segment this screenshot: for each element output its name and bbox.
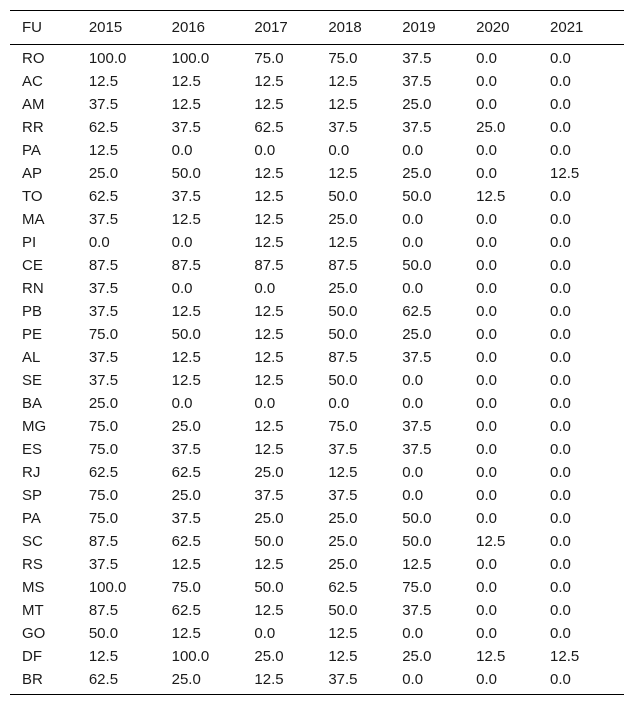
table-cell: 37.5 <box>402 119 432 136</box>
table-cell: 12.5 <box>88 73 119 90</box>
table-cell: 0.0 <box>171 395 193 412</box>
table-row <box>10 254 624 277</box>
table-cell: 87.5 <box>254 257 284 274</box>
table-cell: 0.0 <box>476 668 550 695</box>
table-cell: 37.5 <box>402 602 432 619</box>
table-cell: 12.5 <box>254 73 284 90</box>
table-cell: 12.5 <box>171 372 201 389</box>
table-cell: 0.0 <box>254 395 276 412</box>
table-cell: 0.0 <box>550 119 571 136</box>
table-row <box>10 461 624 484</box>
table-cell: 12.5 <box>88 648 119 665</box>
table-cell: 0.0 <box>550 211 571 228</box>
table-cell: 12.5 <box>402 556 432 573</box>
column-header-year: 2020 <box>476 11 550 45</box>
table-row <box>10 231 624 254</box>
table-cell: 0.0 <box>476 303 497 320</box>
table-cell: 0.0 <box>550 326 571 343</box>
table-cell: 75.0 <box>402 579 432 596</box>
table-cell: 12.5 <box>550 165 580 182</box>
table-cell: 0.0 <box>254 625 276 642</box>
table-cell: 37.5 <box>402 73 432 90</box>
table-cell: 37.5 <box>171 188 201 205</box>
row-label-fu: AL <box>22 349 41 366</box>
header-row <box>10 11 624 45</box>
table-cell: 50.0 <box>402 510 432 527</box>
table-header <box>10 11 624 45</box>
table-cell: 25.0 <box>171 487 201 504</box>
table-cell: 37.5 <box>402 441 432 458</box>
table-cell: 100.0 <box>171 50 210 67</box>
row-label-fu: PE <box>22 326 43 343</box>
table-cell: 12.5 <box>328 73 358 90</box>
table-cell: 25.0 <box>402 96 432 113</box>
table-row <box>10 576 624 599</box>
table-cell: 12.5 <box>171 73 201 90</box>
data-table-container <box>10 10 624 695</box>
row-label-fu: SE <box>22 372 43 389</box>
table-row <box>10 668 624 695</box>
table-cell: 12.5 <box>254 349 284 366</box>
table-cell: 25.0 <box>402 648 432 665</box>
table-cell: 75.0 <box>88 441 119 458</box>
table-cell: 37.5 <box>171 441 201 458</box>
table-cell: 37.5 <box>88 556 119 573</box>
table-cell: 0.0 <box>476 96 497 113</box>
table-cell: 0.0 <box>476 234 497 251</box>
table-cell: 12.5 <box>254 211 284 228</box>
table-cell: 25.0 <box>328 510 358 527</box>
table-cell: 0.0 <box>476 487 497 504</box>
row-label-fu: RO <box>22 50 45 67</box>
table-cell: 12.5 <box>254 556 284 573</box>
table-cell: 12.5 <box>328 234 358 251</box>
table-cell: 0.0 <box>402 280 424 297</box>
table-cell: 12.5 <box>476 648 506 665</box>
table-cell: 100.0 <box>88 50 127 67</box>
row-label-fu: RS <box>22 556 43 573</box>
table-row <box>10 300 624 323</box>
table-cell: 37.5 <box>328 441 358 458</box>
table-cell: 62.5 <box>171 602 201 619</box>
table-cell: 0.0 <box>476 165 497 182</box>
table-cell: 12.5 <box>328 464 358 481</box>
table-cell: 62.5 <box>328 579 358 596</box>
table-cell: 87.5 <box>88 602 119 619</box>
table-cell: 37.5 <box>88 211 119 228</box>
table-cell: 12.5 <box>550 648 580 665</box>
table-cell: 25.0 <box>328 533 358 550</box>
table-cell: 0.0 <box>476 602 497 619</box>
row-label-fu: TO <box>22 188 43 205</box>
table-cell: 62.5 <box>89 668 172 695</box>
table-cell: 0.0 <box>476 464 497 481</box>
table-cell: 100.0 <box>171 648 210 665</box>
table-cell: 0.0 <box>550 625 571 642</box>
table-cell: 0.0 <box>88 234 110 251</box>
table-cell: 12.5 <box>254 303 284 320</box>
table-cell: 12.5 <box>254 441 284 458</box>
table-cell: 25.0 <box>171 418 201 435</box>
table-cell: 87.5 <box>328 349 358 366</box>
table-row <box>10 622 624 645</box>
table-cell: 12.5 <box>88 142 119 159</box>
table-row <box>10 438 624 461</box>
table-cell: 0.0 <box>402 372 424 389</box>
table-cell: 0.0 <box>550 602 571 619</box>
table-cell: 0.0 <box>402 234 424 251</box>
table-row <box>10 392 624 415</box>
table-cell: 12.5 <box>254 165 284 182</box>
table-cell: 0.0 <box>550 372 571 389</box>
row-label-fu: RR <box>22 119 44 136</box>
table-cell: 0.0 <box>328 142 350 159</box>
table-cell: 37.5 <box>88 96 119 113</box>
table-cell: 0.0 <box>402 211 424 228</box>
table-row <box>10 599 624 622</box>
table-cell: 0.0 <box>402 668 476 695</box>
data-table <box>10 10 624 695</box>
table-cell: 0.0 <box>171 234 193 251</box>
table-cell: 62.5 <box>171 533 201 550</box>
table-cell: 75.0 <box>328 50 358 67</box>
row-label-fu: MA <box>22 211 45 228</box>
table-cell: 25.0 <box>172 668 255 695</box>
table-body <box>10 45 624 695</box>
table-cell: 50.0 <box>254 579 284 596</box>
table-cell: 0.0 <box>476 326 497 343</box>
row-label-fu: BA <box>22 395 43 412</box>
table-cell: 0.0 <box>328 395 350 412</box>
row-label-fu: BR <box>10 668 89 695</box>
table-cell: 0.0 <box>402 487 424 504</box>
row-label-fu: RN <box>22 280 44 297</box>
table-cell: 62.5 <box>171 464 201 481</box>
table-cell: 0.0 <box>550 188 571 205</box>
table-cell: 0.0 <box>550 579 571 596</box>
table-row <box>10 530 624 553</box>
table-cell: 25.0 <box>476 119 506 136</box>
table-cell: 12.5 <box>254 188 284 205</box>
table-row <box>10 484 624 507</box>
table-cell: 0.0 <box>476 257 497 274</box>
row-label-fu: CE <box>22 257 43 274</box>
row-label-fu: SC <box>22 533 43 550</box>
table-cell: 0.0 <box>476 349 497 366</box>
table-cell: 25.0 <box>88 165 119 182</box>
table-cell: 12.5 <box>171 556 201 573</box>
table-cell: 0.0 <box>171 142 193 159</box>
table-cell: 75.0 <box>88 510 119 527</box>
table-cell: 87.5 <box>88 533 119 550</box>
table-cell: 12.5 <box>328 165 358 182</box>
table-cell: 50.0 <box>171 165 201 182</box>
table-row <box>10 415 624 438</box>
table-row <box>10 70 624 93</box>
table-cell: 75.0 <box>88 326 119 343</box>
row-label-fu: SP <box>22 487 43 504</box>
table-cell: 12.5 <box>328 648 358 665</box>
table-cell: 25.0 <box>88 395 119 412</box>
table-cell: 62.5 <box>88 188 119 205</box>
row-label-fu: AM <box>22 96 45 113</box>
table-cell: 87.5 <box>328 257 358 274</box>
table-cell: 0.0 <box>476 50 497 67</box>
table-cell: 0.0 <box>550 73 571 90</box>
table-cell: 0.0 <box>476 395 497 412</box>
table-cell: 50.0 <box>402 533 432 550</box>
table-cell: 37.5 <box>171 510 201 527</box>
table-cell: 50.0 <box>328 303 358 320</box>
table-cell: 25.0 <box>254 464 284 481</box>
table-cell: 50.0 <box>88 625 119 642</box>
table-cell: 50.0 <box>328 326 358 343</box>
table-cell: 12.5 <box>328 625 358 642</box>
table-cell: 0.0 <box>550 280 571 297</box>
table-cell: 0.0 <box>550 303 571 320</box>
table-cell: 0.0 <box>476 418 497 435</box>
table-cell: 12.5 <box>171 349 201 366</box>
table-row <box>10 139 624 162</box>
table-cell: 0.0 <box>476 142 497 159</box>
table-cell: 0.0 <box>402 395 424 412</box>
table-row <box>10 507 624 530</box>
table-cell: 0.0 <box>550 142 571 159</box>
table-cell: 12.5 <box>254 602 284 619</box>
table-cell: 25.0 <box>254 648 284 665</box>
row-label-fu: MT <box>22 602 44 619</box>
table-cell: 37.5 <box>402 418 432 435</box>
table-row <box>10 346 624 369</box>
table-cell: 0.0 <box>254 142 276 159</box>
table-cell: 75.0 <box>254 50 284 67</box>
table-cell: 0.0 <box>550 257 571 274</box>
table-cell: 0.0 <box>402 142 424 159</box>
table-cell: 0.0 <box>476 556 497 573</box>
table-cell: 0.0 <box>550 96 571 113</box>
table-cell: 12.5 <box>171 96 201 113</box>
table-cell: 50.0 <box>171 326 201 343</box>
row-label-fu: RJ <box>22 464 41 481</box>
row-label-fu: AP <box>22 165 43 182</box>
row-label-fu: PA <box>22 142 41 159</box>
row-label-fu: AC <box>22 73 43 90</box>
table-row <box>10 116 624 139</box>
column-header-year: 2018 <box>328 11 402 45</box>
table-cell: 50.0 <box>254 533 284 550</box>
table-cell: 0.0 <box>402 464 424 481</box>
table-cell: 62.5 <box>88 119 119 136</box>
table-cell: 37.5 <box>328 487 358 504</box>
table-cell: 12.5 <box>171 625 201 642</box>
table-cell: 0.0 <box>550 234 571 251</box>
table-cell: 0.0 <box>550 533 571 550</box>
column-header-year: 2021 <box>550 11 624 45</box>
table-cell: 0.0 <box>550 349 571 366</box>
row-label-fu: PB <box>22 303 43 320</box>
table-cell: 0.0 <box>550 487 571 504</box>
table-cell: 62.5 <box>254 119 284 136</box>
table-cell: 75.0 <box>88 487 119 504</box>
table-cell: 25.0 <box>402 326 432 343</box>
table-cell: 12.5 <box>254 372 284 389</box>
row-label-fu: MS <box>22 579 45 596</box>
table-cell: 0.0 <box>476 579 497 596</box>
column-header-year: 2019 <box>402 11 476 45</box>
column-header-year: 2015 <box>89 11 172 45</box>
table-cell: 12.5 <box>254 234 284 251</box>
table-cell: 12.5 <box>254 668 328 695</box>
row-label-fu: GO <box>22 625 46 642</box>
table-row <box>10 185 624 208</box>
table-cell: 50.0 <box>328 372 358 389</box>
column-header-year: 2016 <box>172 11 255 45</box>
table-cell: 0.0 <box>550 441 571 458</box>
table-cell: 75.0 <box>171 579 201 596</box>
table-cell: 0.0 <box>476 73 497 90</box>
table-cell: 50.0 <box>402 188 432 205</box>
table-row <box>10 369 624 392</box>
table-cell: 12.5 <box>171 211 201 228</box>
table-cell: 0.0 <box>550 556 571 573</box>
table-cell: 12.5 <box>328 96 358 113</box>
table-cell: 87.5 <box>88 257 119 274</box>
table-cell: 75.0 <box>88 418 119 435</box>
table-cell: 12.5 <box>171 303 201 320</box>
table-cell: 12.5 <box>476 533 506 550</box>
table-cell: 0.0 <box>476 211 497 228</box>
table-cell: 0.0 <box>476 625 497 642</box>
table-cell: 50.0 <box>328 188 358 205</box>
table-cell: 0.0 <box>171 280 193 297</box>
table-cell: 100.0 <box>88 579 127 596</box>
table-cell: 0.0 <box>476 441 497 458</box>
row-label-fu: PA <box>22 510 41 527</box>
table-cell: 12.5 <box>254 418 284 435</box>
table-cell: 37.5 <box>88 349 119 366</box>
table-cell: 0.0 <box>550 510 571 527</box>
table-cell: 25.0 <box>254 510 284 527</box>
table-cell: 12.5 <box>254 326 284 343</box>
table-cell: 0.0 <box>254 280 276 297</box>
table-cell: 37.5 <box>402 349 432 366</box>
table-row <box>10 93 624 116</box>
table-row <box>10 553 624 576</box>
row-label-fu: PI <box>22 234 37 251</box>
table-cell: 12.5 <box>254 96 284 113</box>
table-row <box>10 162 624 185</box>
table-cell: 0.0 <box>550 50 571 67</box>
table-cell: 0.0 <box>550 395 571 412</box>
row-label-fu: ES <box>22 441 43 458</box>
table-cell: 37.5 <box>88 372 119 389</box>
table-cell: 62.5 <box>402 303 432 320</box>
table-cell: 37.5 <box>171 119 201 136</box>
table-cell: 12.5 <box>476 188 506 205</box>
table-cell: 25.0 <box>328 556 358 573</box>
column-header-year: 2017 <box>254 11 328 45</box>
column-header-fu: FU <box>10 11 89 45</box>
table-cell: 50.0 <box>328 602 358 619</box>
table-row <box>10 323 624 346</box>
table-cell: 37.5 <box>88 303 119 320</box>
table-cell: 37.5 <box>328 668 402 695</box>
table-cell: 0.0 <box>476 280 497 297</box>
table-row <box>10 208 624 231</box>
table-cell: 25.0 <box>402 165 432 182</box>
row-label-fu: DF <box>22 648 42 665</box>
table-cell: 0.0 <box>550 668 624 695</box>
row-label-fu: MG <box>22 418 47 435</box>
table-cell: 0.0 <box>550 418 571 435</box>
table-cell: 37.5 <box>254 487 284 504</box>
table-cell: 37.5 <box>402 50 432 67</box>
table-cell: 25.0 <box>328 211 358 228</box>
table-cell: 37.5 <box>88 280 119 297</box>
table-row <box>10 45 624 71</box>
table-cell: 87.5 <box>171 257 201 274</box>
table-row <box>10 645 624 668</box>
table-cell: 37.5 <box>328 119 358 136</box>
table-cell: 50.0 <box>402 257 432 274</box>
table-cell: 25.0 <box>328 280 358 297</box>
table-row <box>10 277 624 300</box>
table-cell: 0.0 <box>550 464 571 481</box>
table-cell: 0.0 <box>476 510 497 527</box>
table-cell: 0.0 <box>476 372 497 389</box>
table-cell: 0.0 <box>402 625 424 642</box>
table-cell: 62.5 <box>88 464 119 481</box>
table-cell: 75.0 <box>328 418 358 435</box>
